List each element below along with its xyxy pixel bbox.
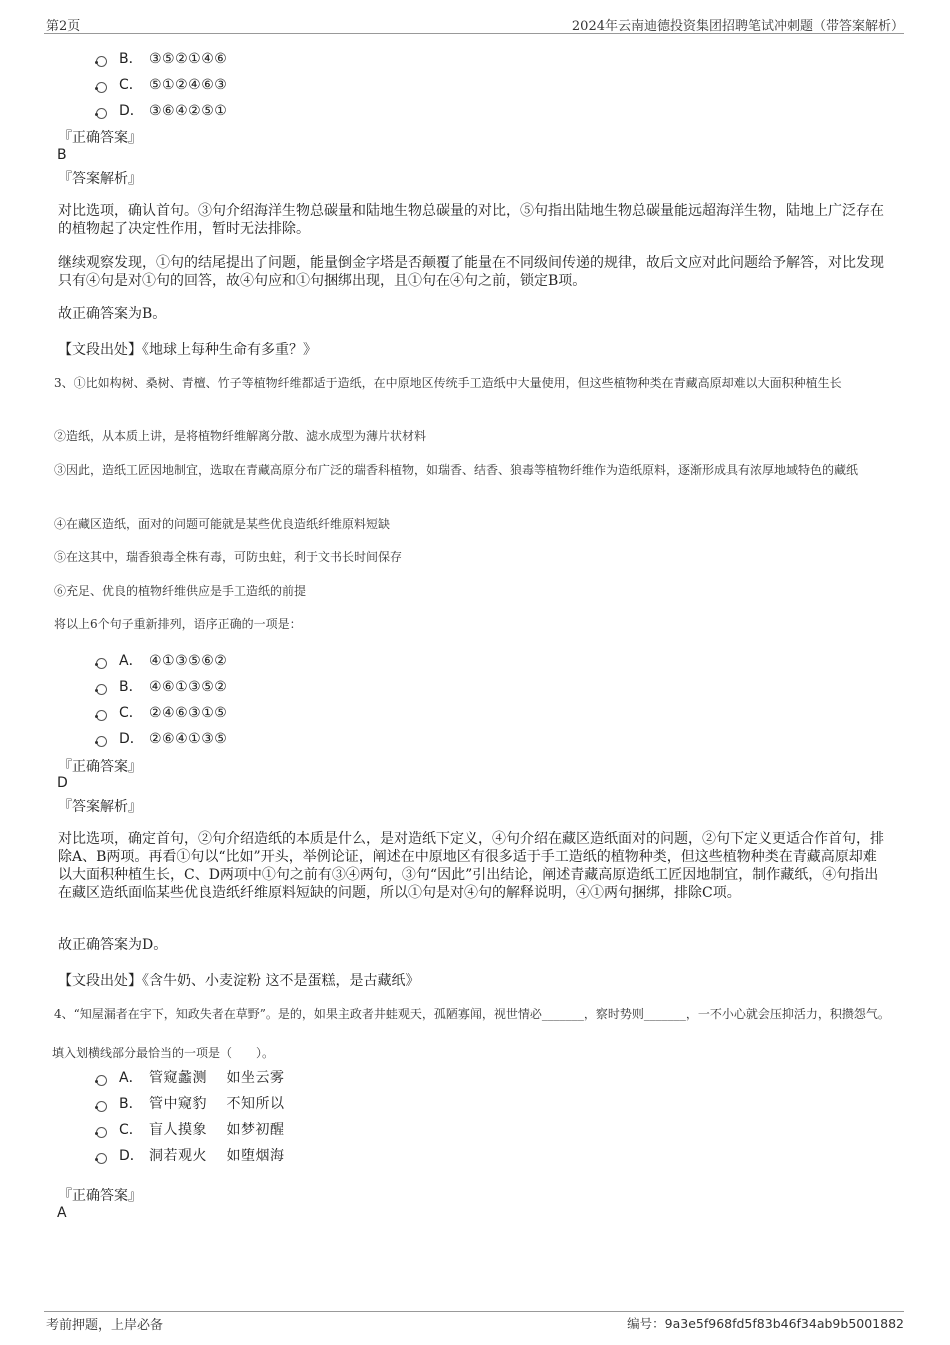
q3-sentence: ④在藏区造纸，面对的问题可能就是某些优良造纸纤维原料短缺: [54, 517, 391, 531]
radio-icon[interactable]: [96, 658, 107, 669]
q3-analysis-paragraph: 对比选项，确定首句，②句介绍造纸的本质是什么，是对造纸下定义，④句介绍在藏区造纸面对的问题，②句下定义更适合作首句，排除A、B两项。再看①句以“比如”开头，举例论证，阐述在中原地区有很多适于手工造纸的植物种类，但这些植物种类在青藏高原却难以大面积种植生长，C、D两项中①句之前有③④两句，③句“因此”引出结论，阐述青藏高原造纸工匠因地制宜，制作藏纸，④句指出在藏区造纸面临某些优良造纸纤维原料短缺的问题，所以①句是对④句的解释说明，④①两句捆绑，排除C项。: [58, 831, 884, 901]
footer-divider: [44, 1311, 904, 1312]
q3-sentence: ⑥充足、优良的植物纤维供应是手工造纸的前提: [54, 584, 307, 598]
q3-option-d[interactable]: D． ②⑥④①③⑤: [96, 728, 227, 748]
q3-option-c[interactable]: C． ②④⑥③①⑤: [96, 702, 227, 722]
radio-icon[interactable]: [96, 1153, 107, 1164]
radio-icon[interactable]: [96, 1075, 107, 1086]
radio-icon[interactable]: [96, 1101, 107, 1112]
q3-option-b[interactable]: B． ④⑥①③⑤②: [96, 676, 227, 696]
page-number: 第2页: [46, 19, 81, 34]
q2-option-d[interactable]: D． ③⑥④②⑤①: [96, 100, 227, 120]
q3-source: 【文段出处】《含牛奶、小麦淀粉 这不是蛋糕，是古藏纸》: [58, 973, 420, 989]
q4-answer-label: 『正确答案』: [58, 1188, 142, 1204]
document-title: 2024年云南迪德投资集团招聘笔试冲刺题（带答案解析）: [571, 19, 904, 34]
radio-icon[interactable]: [96, 684, 107, 695]
radio-icon[interactable]: [96, 82, 107, 93]
q3-answer-label: 『正确答案』: [58, 759, 142, 775]
q2-answer: B: [57, 147, 67, 163]
q3-sentence: 3、①比如构树、桑树、青檀、竹子等植物纤维都适于造纸，在中原地区传统手工造纸中大量使用，但这些植物种类在青藏高原却难以大面积种植生长: [54, 376, 842, 390]
q2-option-c[interactable]: C． ⑤①②④⑥③: [96, 74, 227, 94]
q2-source: 【文段出处】《地球上每种生命有多重？》: [58, 342, 317, 358]
q2-analysis-label: 『答案解析』: [58, 171, 142, 187]
footer-doc-id: 编号：9a3e5f968fd5f83b46f34ab9b5001882: [627, 1316, 904, 1331]
q2-answer-label: 『正确答案』: [58, 130, 142, 146]
footer-slogan: 考前押题，上岸必备: [46, 1318, 164, 1333]
q4-answer: A: [57, 1205, 67, 1221]
q2-analysis-paragraph: 对比选项，确认首句。③句介绍海洋生物总碳量和陆地生物总碳量的对比，⑤句指出陆地生物总碳量能远超海洋生物，陆地上广泛存在的植物起了决定性作用，暂时无法排除。: [58, 203, 884, 237]
q4-option-c[interactable]: C． 盲人摸象 如梦初醒: [96, 1119, 284, 1139]
q4-option-d[interactable]: D． 洞若观火 如堕烟海: [96, 1145, 284, 1165]
header-divider: [44, 33, 904, 34]
q3-sentence: ③因此，造纸工匠因地制宜，选取在青藏高原分布广泛的瑞香科植物，如瑞香、结香、狼毒等植物纤维作为造纸原料，逐渐形成具有浓厚地域特色的藏纸: [54, 463, 859, 477]
q3-sentence: ⑤在这其中，瑞香狼毒全株有毒，可防虫蛀，利于文书长时间保存: [54, 550, 403, 564]
q3-prompt: 将以上6个句子重新排列，语序正确的一项是：: [54, 617, 302, 631]
radio-icon[interactable]: [96, 710, 107, 721]
q2-option-b[interactable]: B． ③⑤②①④⑥: [96, 48, 227, 68]
q3-analysis-label: 『答案解析』: [58, 799, 142, 815]
radio-icon[interactable]: [96, 736, 107, 747]
radio-icon[interactable]: [96, 1127, 107, 1138]
q4-option-a[interactable]: A． 管窥蠡测 如坐云雾: [96, 1067, 284, 1087]
q4-stem: 4、“知屋漏者在宇下，知政失者在草野”。是的，如果主政者井蛙观天，孤陋寡闻，视世情必_______，察时势则_______，一不小心就会压抑活力，积攒怨气。: [54, 1007, 890, 1021]
q4-prompt: 填入划横线部分最恰当的一项是（ ）。: [52, 1046, 275, 1060]
q3-conclusion: 故正确答案为D。: [58, 937, 168, 953]
q2-analysis-paragraph: 继续观察发现，①句的结尾提出了问题，能量倒金字塔是否颠覆了能量在不同级间传递的规律，故后文应对此问题给予解答，对比发现只有④句是对①句的回答，故④句应和①句捆绑出现，且①句在④句之前，锁定B项。: [58, 255, 884, 289]
q3-sentence: ②造纸，从本质上讲，是将植物纤维解离分散、滤水成型为薄片状材料: [54, 429, 427, 443]
radio-icon[interactable]: [96, 56, 107, 67]
q3-option-a[interactable]: A． ④①③⑤⑥②: [96, 650, 227, 670]
q4-option-b[interactable]: B． 管中窥豹 不知所以: [96, 1093, 284, 1113]
radio-icon[interactable]: [96, 108, 107, 119]
q2-conclusion: 故正确答案为B。: [58, 306, 167, 322]
q3-answer: D: [57, 775, 68, 791]
